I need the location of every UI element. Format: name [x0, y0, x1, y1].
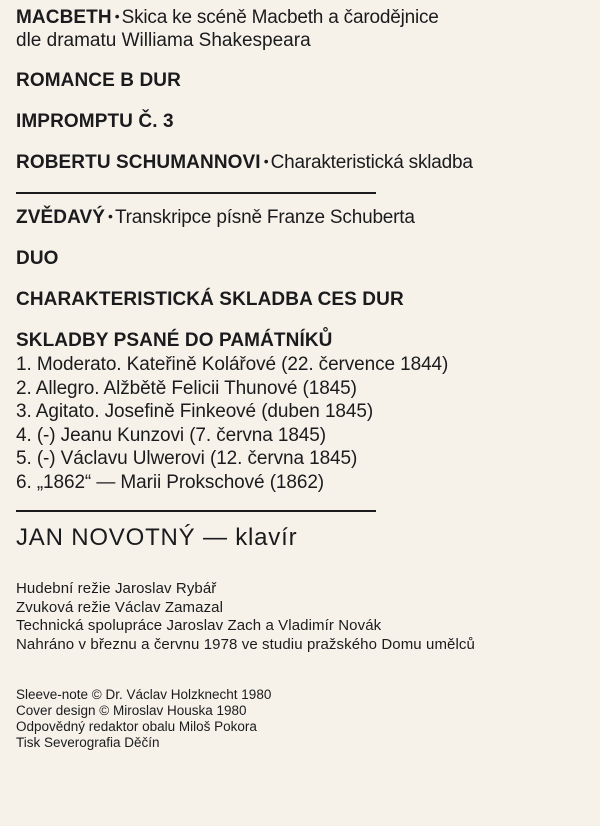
macbeth-subtitle-line2: dle dramatu Williama Shakespeara — [16, 30, 311, 51]
spacer — [16, 654, 594, 687]
program-impromptu — [16, 111, 594, 134]
list-item: 4. (-) Jeanu Kunzovi (7. června 1845) — [16, 424, 326, 446]
spacer — [16, 312, 594, 330]
divider — [16, 192, 376, 194]
credit-line: Zvuková režie Václav Zamazal — [16, 598, 224, 616]
fine-print-line: Cover design © Miroslav Houska 1980 — [16, 703, 247, 718]
fine-print-line: Odpovědný redaktor obalu Miloš Pokora — [16, 719, 257, 734]
list-item: 2. Allegro. Alžbětě Felicii Thunové (1845) — [16, 377, 357, 399]
pamatniky-list — [16, 353, 594, 494]
program-duo — [16, 248, 594, 271]
divider — [16, 510, 376, 512]
credit-line: Hudební režie Jaroslav Rybář — [16, 580, 217, 597]
spacer — [16, 93, 594, 111]
impromptu-title: IMPROMPTU Č. 3 — [16, 111, 174, 132]
fine-print-line: Tisk Severografia Děčín — [16, 735, 160, 750]
zvedavy-title: ZVĚDAVÝ — [16, 207, 106, 228]
ces-dur-title: CHARAKTERISTICKÁ SKLADBA CES DUR — [16, 289, 404, 310]
spacer — [16, 134, 594, 152]
performer: JAN NOVOTNÝ — klavír — [16, 524, 298, 551]
macbeth-title: MACBETH — [16, 7, 112, 28]
macbeth-subtitle-line1: Skica ke scéně Macbeth a čarodějnice — [121, 7, 439, 28]
list-item: 5. (-) Václavu Ulwerovi (12. června 1845) — [16, 448, 358, 469]
program-zvedavy — [16, 207, 594, 230]
zvedavy-subtitle: Transkripce písně Franze Schuberta — [114, 207, 415, 228]
spacer — [16, 52, 594, 70]
list-item: 6. „1862“ — Marii Prokschové (1862) — [16, 471, 325, 493]
spacer — [16, 230, 594, 248]
schumann-subtitle: Charakteristická skladba — [270, 152, 473, 173]
program-macbeth — [16, 7, 594, 52]
credit-line: Nahráno v březnu a červnu 1978 ve studiu pražského Domu umělců — [16, 635, 475, 653]
program-schumann — [16, 152, 594, 175]
program-pamatniky — [16, 330, 594, 353]
program-romance — [16, 70, 594, 93]
spacer — [16, 271, 594, 289]
fine-print-line: Sleeve-note © Dr. Václav Holzknecht 1980 — [16, 687, 272, 702]
credit-line: Technická spolupráce Jaroslav Zach a Vladimír Novák — [16, 617, 382, 634]
program-ces-dur — [16, 289, 594, 312]
sleeve-text — [16, 4, 594, 751]
romance-title: ROMANCE B DUR — [16, 70, 181, 91]
macbeth-bullet: • — [114, 8, 120, 24]
schumann-title: ROBERTU SCHUMANNOVI — [16, 152, 261, 173]
list-item: 3. Agitato. Josefině Finkeové (duben 1845) — [16, 401, 374, 422]
duo-title: DUO — [16, 248, 59, 269]
list-item: 1. Moderato. Kateřině Kolářové (22. července 1844) — [16, 354, 449, 375]
zvedavy-bullet: • — [108, 208, 113, 224]
schumann-bullet: • — [263, 153, 269, 169]
pamatniky-title: SKLADBY PSANÉ DO PAMÁTNÍKŮ — [16, 330, 333, 351]
spacer — [16, 552, 594, 580]
